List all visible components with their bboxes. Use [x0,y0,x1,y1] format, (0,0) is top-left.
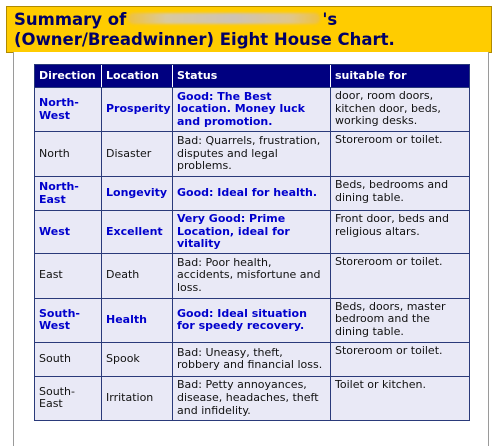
table-header-row [35,65,469,87]
table-row [35,87,469,131]
status-cell: Good: The Best location. Money luck and promotion. [173,87,331,131]
direction-cell: North-East [35,176,102,210]
table-row [35,342,469,376]
suitable-for-cell: Toilet or kitchen. [331,376,469,420]
direction-cell: South-West [35,298,102,342]
direction-cell: North-West [35,87,102,131]
header-status: Status [173,65,331,87]
status-cell: Bad: Petty annoyances, disease, headaches, theft and infidelity. [173,376,331,420]
title-line-2: (Owner/Breadwinner) Eight House Chart. [14,30,395,49]
location-cell: Longevity [102,176,173,210]
direction-cell: South-East [35,376,102,420]
status-cell: Bad: Quarrels, frustration, disputes and legal problems. [173,131,331,176]
table-row [35,298,469,342]
eight-house-table [34,64,470,421]
table-row [35,176,469,210]
suitable-for-cell: Storeroom or toilet. [331,342,469,376]
location-cell: Prosperity [102,87,173,131]
suitable-for-cell: Beds, bedrooms and dining table. [331,176,469,210]
direction-cell: East [35,253,102,298]
redacted-name [128,13,320,24]
suitable-for-cell: Beds, doors, master bedroom and the dining table. [331,298,469,342]
status-cell: Good: Ideal situation for speedy recovery. [173,298,331,342]
status-cell: Very Good: Prime Location, ideal for vitality [173,210,331,253]
header-suitable-for: suitable for [331,65,469,87]
suitable-for-cell: door, room doors, kitchen door, beds, working desks. [331,87,469,131]
table-row [35,376,469,420]
location-cell: Disaster [102,131,173,176]
status-cell: Bad: Uneasy, theft, robbery and financial loss. [173,342,331,376]
header-location: Location [102,65,173,87]
direction-cell: West [35,210,102,253]
table-row [35,210,469,253]
status-cell: Bad: Poor health, accidents, misfortune and loss. [173,253,331,298]
table-row [35,131,469,176]
location-cell: Death [102,253,173,298]
table-row [35,253,469,298]
title-suffix: 's [322,10,338,29]
direction-cell: South [35,342,102,376]
direction-cell: North [35,131,102,176]
header-direction: Direction [35,65,102,87]
title-prefix: Summary of [14,10,127,29]
status-cell: Good: Ideal for health. [173,176,331,210]
location-cell: Excellent [102,210,173,253]
suitable-for-cell: Storeroom or toilet. [331,131,469,176]
suitable-for-cell: Front door, beds and religious altars. [331,210,469,253]
location-cell: Health [102,298,173,342]
location-cell: Spook [102,342,173,376]
location-cell: Irritation [102,376,173,420]
suitable-for-cell: Storeroom or toilet. [331,253,469,298]
chart-title-banner [6,6,492,53]
